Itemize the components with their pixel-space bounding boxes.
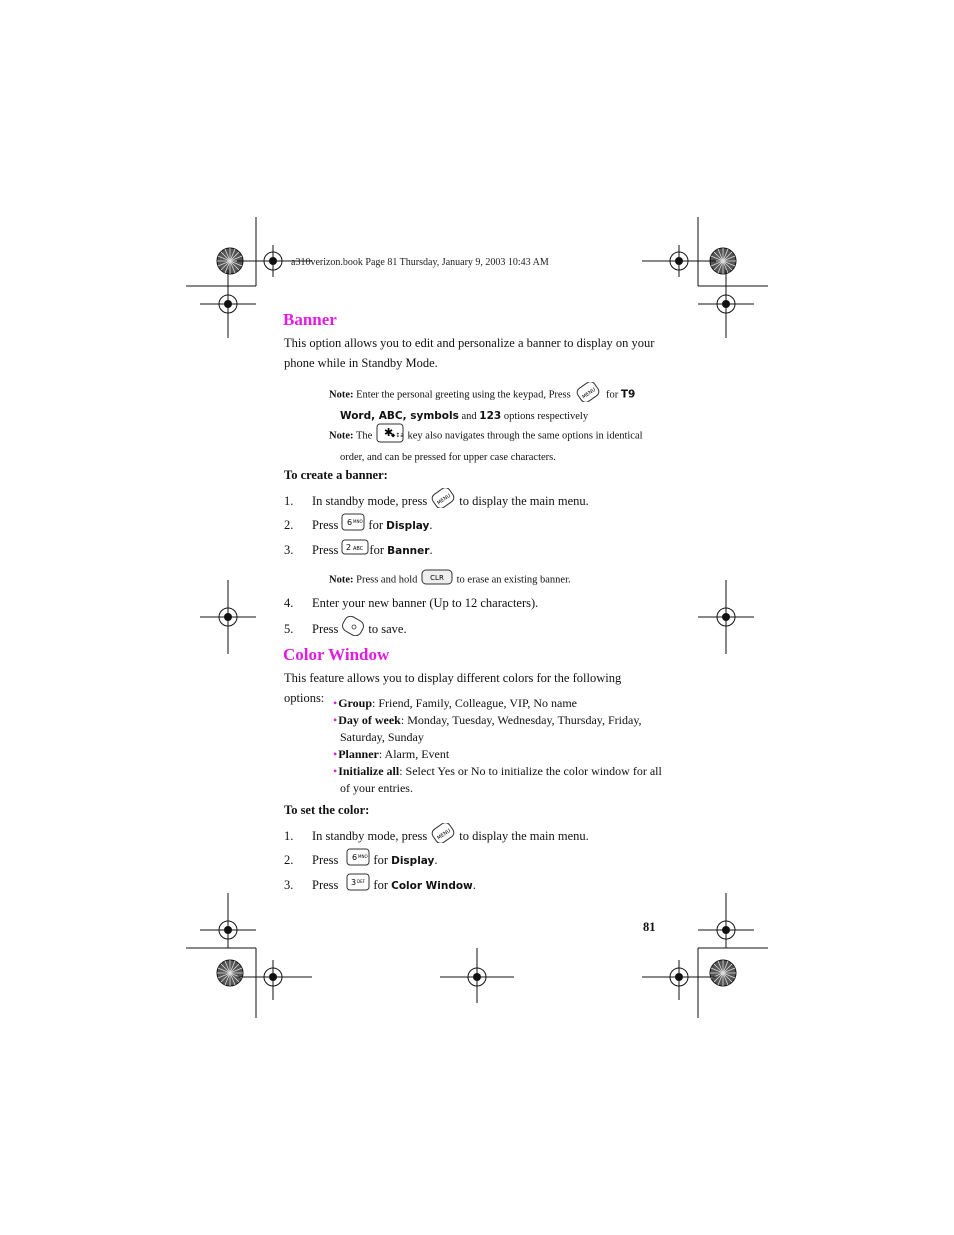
banner-note-star-key: Note: The ✱ ⬥↕a key also navigates through the same options in identical order, and can be pressed for upper case characters. bbox=[329, 423, 659, 466]
color-step-3: 3. Press 3 DEF for Color Window. bbox=[284, 873, 476, 897]
svg-text:ABC: ABC bbox=[353, 546, 364, 553]
set-color-subheading: To set the color: bbox=[284, 803, 370, 817]
banner-intro: This option allows you to edit and personalize a banner to display on your phone while in Standby Mode. bbox=[284, 336, 655, 370]
six-key-icon bbox=[341, 513, 365, 539]
menu-key-icon bbox=[430, 823, 456, 851]
list-item: •Initialize all: Select Yes or No to initialize the color window for all of your entries. bbox=[333, 764, 662, 795]
menu-key-icon bbox=[430, 488, 456, 516]
svg-text:3: 3 bbox=[351, 878, 357, 888]
list-item: •Planner: Alarm, Event bbox=[333, 747, 450, 761]
svg-text:2: 2 bbox=[346, 543, 352, 553]
svg-text:✱: ✱ bbox=[383, 426, 394, 439]
ok-key-icon bbox=[341, 616, 365, 644]
banner-step-2: 2. Press 6 MNO for Display. bbox=[284, 513, 433, 537]
banner-heading: Banner bbox=[283, 310, 337, 329]
svg-text:MENU: MENU bbox=[436, 492, 453, 507]
six-key-icon bbox=[346, 848, 370, 874]
color-window-intro: This feature allows you to display different colors for the following options: bbox=[284, 671, 622, 705]
svg-text:MENU: MENU bbox=[581, 386, 598, 401]
page-number: 81 bbox=[643, 920, 656, 934]
svg-text:MNO: MNO bbox=[358, 854, 368, 860]
svg-text:CLR: CLR bbox=[430, 574, 444, 582]
banner-step-5: 5. Press to save. bbox=[284, 616, 407, 640]
list-item: •Day of week: Monday, Tuesday, Wednesday, Thursday, Friday, Saturday, Sunday bbox=[333, 713, 642, 744]
color-step-1: 1. In standby mode, press MENU to display the main menu. bbox=[284, 823, 589, 847]
banner-note-clear: Note: Press and hold CLR to erase an existing banner. bbox=[329, 569, 659, 591]
svg-text:⬥↕a: ⬥↕a bbox=[390, 432, 404, 439]
list-item: •Group: Friend, Family, Colleague, VIP, No name bbox=[333, 696, 577, 710]
two-key-icon bbox=[341, 539, 369, 563]
clr-key-icon bbox=[421, 569, 453, 591]
star-key-icon bbox=[376, 423, 404, 449]
color-window-heading: Color Window bbox=[283, 645, 390, 664]
svg-text:MNO: MNO bbox=[353, 519, 363, 525]
svg-text:6: 6 bbox=[352, 853, 358, 863]
three-key-icon bbox=[346, 873, 370, 899]
svg-text:6: 6 bbox=[347, 518, 353, 528]
svg-text:MENU: MENU bbox=[436, 827, 453, 842]
color-options-list bbox=[333, 695, 673, 797]
banner-step-3: 3. Press 2 ABC for Banner. bbox=[284, 538, 433, 562]
svg-text:DEF: DEF bbox=[357, 879, 366, 885]
create-banner-subheading: To create a banner: bbox=[284, 468, 388, 482]
print-header: a310verizon.book Page 81 Thursday, January 9, 2003 10:43 AM bbox=[291, 257, 549, 268]
menu-key-icon bbox=[576, 382, 600, 408]
banner-note-keypad: Note: Enter the personal greeting using the keypad, Press MENU for T9 Word, ABC, symbols and 123 options respectively bbox=[329, 382, 659, 425]
color-step-2: 2. Press 6 MNO for Display. bbox=[284, 848, 438, 872]
banner-step-4: 4. Enter your new banner (Up to 12 characters). bbox=[284, 596, 539, 610]
banner-step-1: 1. In standby mode, press MENU to display the main menu. bbox=[284, 488, 589, 512]
